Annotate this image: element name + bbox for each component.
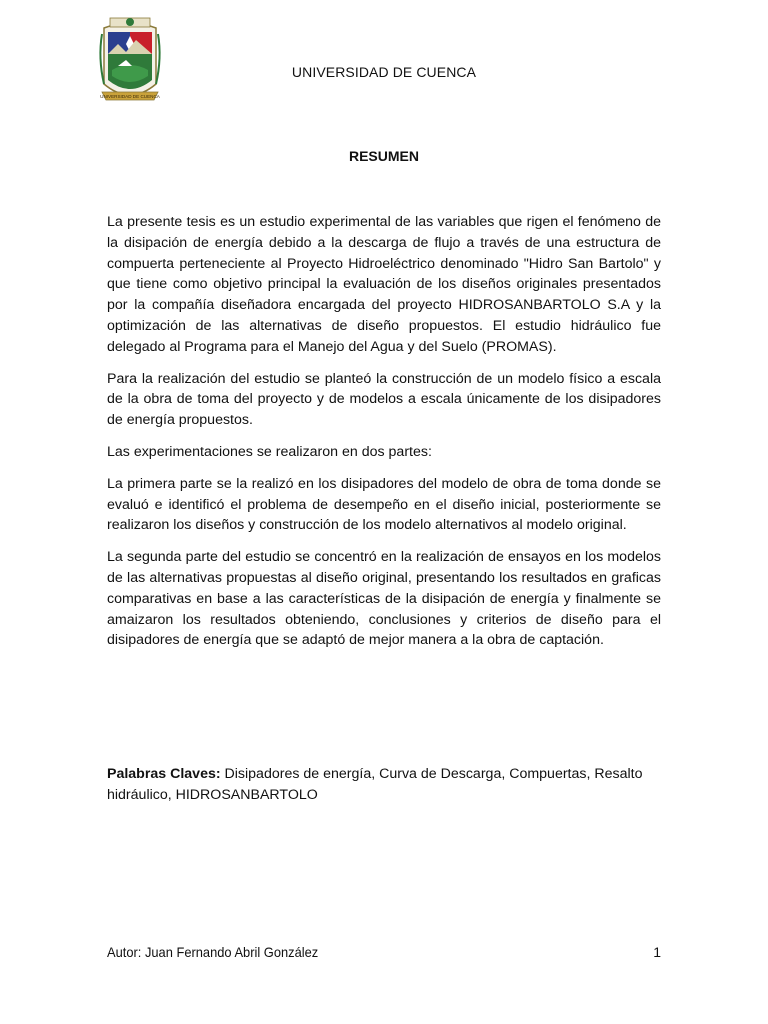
university-name: UNIVERSIDAD DE CUENCA xyxy=(291,64,477,80)
keywords-label: Palabras Claves: xyxy=(107,766,221,782)
university-seal-icon xyxy=(96,14,164,110)
section-title: RESUMEN xyxy=(348,148,419,164)
abstract-body xyxy=(107,212,661,662)
abstract-paragraph: La primera parte se la realizó en los disipadores del modelo de obra de toma donde se evaluó e identificó el problema de desempeño en el diseño inicial, posteriormente se realizaron los diseños y construcción de los modelo alternativos al modelo original. xyxy=(107,475,661,534)
abstract-paragraph: Las experimentaciones se realizaron en dos partes: xyxy=(107,443,432,460)
abstract-paragraph: La segunda parte del estudio se concentró en la realización de ensayos en los modelos de las alternativas propuestas al diseño original, presentando los resultados en graficas comparativas en base a las características de la disipación de energía y finalmente se amaizaron los resultados obteniendo, conclusiones y criterios de diseño para el disipadores de energía que se adaptó de mejor manera a la obra de captación. xyxy=(107,549,661,649)
abstract-paragraph: Para la realización del estudio se planteó la construcción de un modelo físico a escala de la obra de toma del proyecto y de modelos a escala únicamente de los disipadores de energía propuestos. xyxy=(107,370,661,429)
page-number: 1 xyxy=(653,944,661,960)
svg-text:UNIVERSIDAD DE CUENCA: UNIVERSIDAD DE CUENCA xyxy=(100,94,160,99)
abstract-paragraph: La presente tesis es un estudio experimental de las variables que rigen el fenómeno de la disipación de energía debido a la descarga de flujo a través de una estructura de compuerta perteneciente al Proyecto Hidroeléctrico denominado "Hidro San Bartolo" y que tiene como objetivo principal la evaluación de los diseños originales presentados por la compañía diseñadora encargada del proyecto HIDROSANBARTOLO S.A y la optimización de las alternativas de diseño propuestos. El estudio hidráulico fue delegado al Programa para el Manejo del Agua y del Suelo (PROMAS). xyxy=(107,214,661,355)
keywords xyxy=(107,764,661,806)
keywords-text: Disipadores de energía, Curva de Descarga, Compuertas, Resalto hidráulico, HIDROSANBARTOLO xyxy=(107,766,643,803)
footer-author: Autor: Juan Fernando Abril González xyxy=(107,944,319,960)
